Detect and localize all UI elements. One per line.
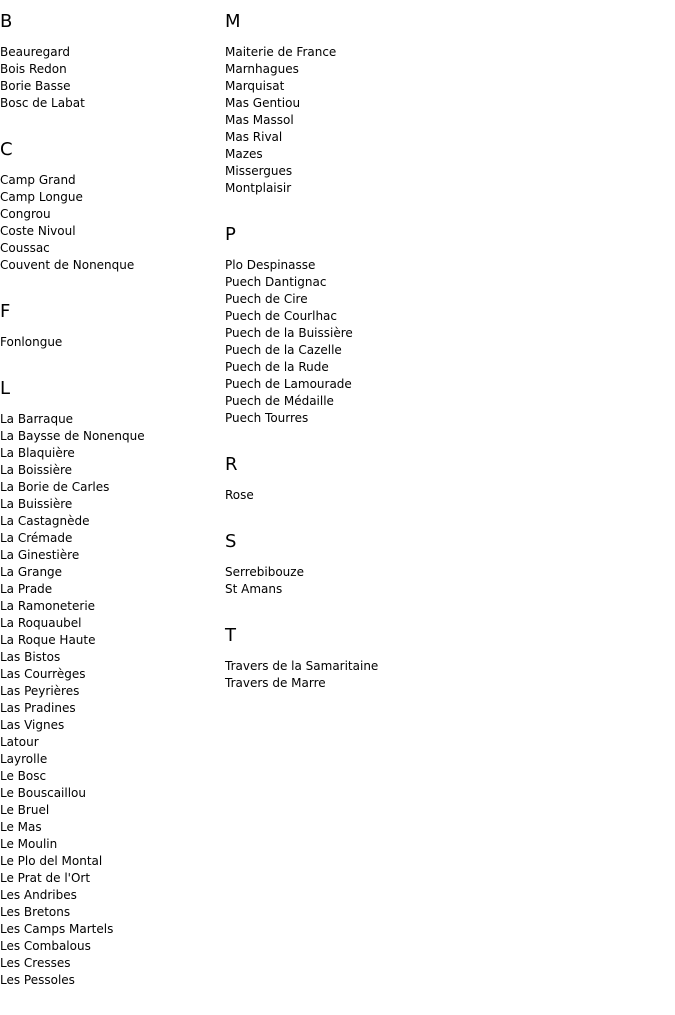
place-name: Le Mas [0, 820, 42, 834]
letter-group [0, 138, 220, 274]
letter-heading: R [225, 454, 238, 475]
place-list [0, 334, 220, 351]
place-name: Puech Dantignac [225, 275, 327, 289]
place-name: Latour [0, 735, 39, 749]
place-name: Las Courrèges [0, 667, 86, 681]
place-name: Coste Nivoul [0, 224, 76, 238]
place-name: Congrou [0, 207, 51, 221]
place-name: Puech de la Buissière [225, 326, 353, 340]
place-name: Mazes [225, 147, 263, 161]
place-name: La Roque Haute [0, 633, 96, 647]
place-name: La Baysse de Nonenque [0, 429, 145, 443]
letter-heading: C [0, 139, 13, 160]
place-name: Travers de la Samaritaine [225, 659, 379, 673]
place-list [0, 44, 220, 112]
place-list [0, 172, 220, 274]
place-name: Bosc de Labat [0, 96, 85, 110]
place-name: Les Andribes [0, 888, 77, 902]
place-name: La Boissière [0, 463, 73, 477]
place-name: Fonlongue [0, 335, 63, 349]
letter-group [225, 223, 525, 427]
letter-group [225, 624, 525, 692]
letter-group [0, 10, 220, 112]
place-name: Serrebibouze [225, 565, 304, 579]
place-name: Les Combalous [0, 939, 91, 953]
letter-group [0, 300, 220, 351]
place-name: La Castagnède [0, 514, 90, 528]
place-name: Mas Rival [225, 130, 283, 144]
place-name: Les Pessoles [0, 973, 75, 987]
letter-heading: L [0, 378, 11, 399]
letter-heading: P [225, 224, 236, 245]
letter-group [0, 377, 220, 989]
place-name: Travers de Marre [225, 676, 326, 690]
place-name: Las Peyrières [0, 684, 80, 698]
place-name: Layrolle [0, 752, 48, 766]
letter-group [225, 453, 525, 504]
place-name: Borie Basse [0, 79, 71, 93]
place-name: La Grange [0, 565, 63, 579]
place-name: Coussac [0, 241, 50, 255]
place-name: La Roquaubel [0, 616, 82, 630]
place-list [225, 487, 525, 504]
place-name: Las Pradines [0, 701, 76, 715]
place-name: Le Bouscaillou [0, 786, 87, 800]
place-name: Puech de la Rude [225, 360, 329, 374]
place-name: Les Cresses [0, 956, 71, 970]
place-name: La Prade [0, 582, 53, 596]
place-name: Bois Redon [0, 62, 67, 76]
letter-heading: S [225, 531, 237, 552]
place-name: Puech de Lamourade [225, 377, 352, 391]
place-name: Las Bistos [0, 650, 61, 664]
left-column [0, 10, 220, 1015]
place-list [225, 564, 525, 598]
place-list [225, 658, 525, 692]
place-name: Le Moulin [0, 837, 58, 851]
place-name: La Ginestière [0, 548, 80, 562]
place-name: Plo Despinasse [225, 258, 316, 272]
place-name: Puech de Courlhac [225, 309, 337, 323]
place-name: Le Bosc [0, 769, 47, 783]
letter-heading: B [0, 11, 13, 32]
place-name: Puech de la Cazelle [225, 343, 342, 357]
place-name: Beauregard [0, 45, 70, 59]
place-name: Las Vignes [0, 718, 65, 732]
place-name: Puech Tourres [225, 411, 309, 425]
place-name: Missergues [225, 164, 293, 178]
place-name: Marquisat [225, 79, 285, 93]
place-name: Camp Grand [0, 173, 76, 187]
place-name: Le Plo del Montal [0, 854, 103, 868]
place-name: Marnhagues [225, 62, 299, 76]
place-name: Le Prat de l'Ort [0, 871, 91, 885]
place-list [0, 411, 220, 989]
place-name: Couvent de Nonenque [0, 258, 135, 272]
place-name: La Crémade [0, 531, 73, 545]
letter-group [225, 530, 525, 598]
letter-heading: M [225, 11, 241, 32]
place-name: Montplaisir [225, 181, 292, 195]
place-name: Le Bruel [0, 803, 50, 817]
place-name: La Borie de Carles [0, 480, 110, 494]
letter-heading: T [225, 625, 236, 646]
place-name: St Amans [225, 582, 283, 596]
place-name: Camp Longue [0, 190, 83, 204]
place-name: Puech de Médaille [225, 394, 334, 408]
place-name: Les Camps Martels [0, 922, 114, 936]
place-name: Mas Massol [225, 113, 294, 127]
place-name: Rose [225, 488, 254, 502]
place-name: La Buissière [0, 497, 73, 511]
place-name: Puech de Cire [225, 292, 308, 306]
place-name: La Barraque [0, 412, 74, 426]
place-name: Mas Gentiou [225, 96, 301, 110]
letter-group [225, 10, 525, 197]
right-column [225, 10, 525, 718]
place-list [225, 44, 525, 197]
place-name: Maiterie de France [225, 45, 337, 59]
place-list [225, 257, 525, 427]
place-name: Les Bretons [0, 905, 71, 919]
place-name: La Blaquière [0, 446, 75, 460]
place-name: La Ramoneterie [0, 599, 96, 613]
letter-heading: F [0, 301, 11, 322]
